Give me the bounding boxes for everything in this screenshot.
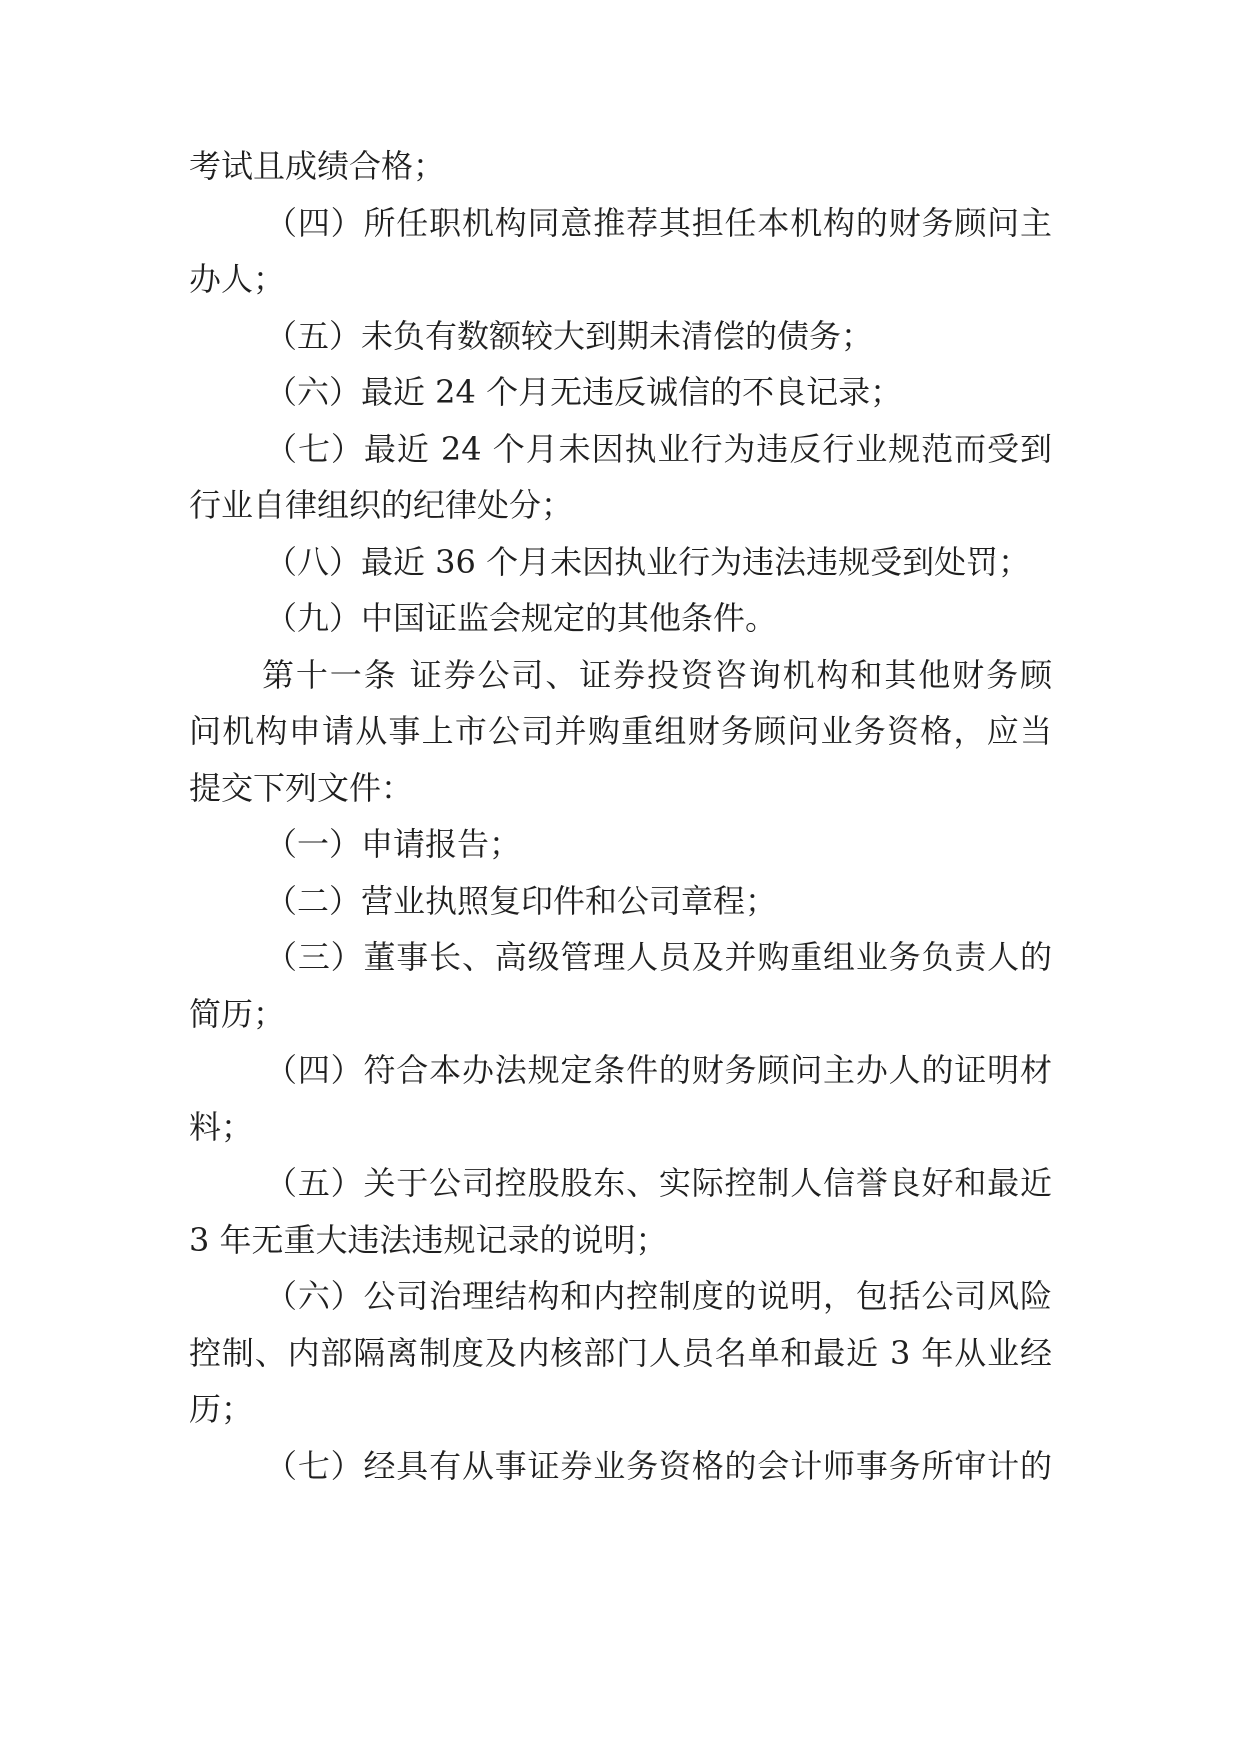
article-heading-line: 第十一条 证券公司、证券投资咨询机构和其他财务顾 xyxy=(262,656,1052,694)
text-line: （六）最近 24 个月无违反诚信的不良记录； xyxy=(265,373,903,411)
text-line: 考试且成绩合格； xyxy=(189,147,446,185)
text-line: 3 年无重大违法违规记录的说明； xyxy=(189,1221,668,1259)
text-line: 问机构申请从事上市公司并购重组财务顾问业务资格，应当 xyxy=(189,712,1052,750)
text-line: 行业自律组织的纪律处分； xyxy=(189,486,574,524)
text-line: （一）申请报告； xyxy=(265,825,522,863)
text-line: （二）营业执照复印件和公司章程； xyxy=(265,882,778,920)
text-line: 简历； xyxy=(189,995,286,1033)
text-line: 历； xyxy=(189,1390,254,1428)
text-line: （三）董事长、高级管理人员及并购重组业务负责人的 xyxy=(265,938,1052,976)
text-line: 控制、内部隔离制度及内核部门人员名单和最近 3 年从业经 xyxy=(189,1334,1052,1372)
text-line: 料； xyxy=(189,1108,254,1146)
text-line: （五）未负有数额较大到期未清偿的债务； xyxy=(265,317,874,355)
text-line: （四）所任职机构同意推荐其担任本机构的财务顾问主 xyxy=(265,204,1052,242)
text-line: （六）公司治理结构和内控制度的说明，包括公司风险 xyxy=(265,1277,1052,1315)
text-line: （八）最近 36 个月未因执业行为违法违规受到处罚； xyxy=(265,543,1031,581)
text-line: 提交下列文件： xyxy=(189,769,414,807)
text-line: （四）符合本办法规定条件的财务顾问主办人的证明材 xyxy=(265,1051,1052,1089)
text-line: （七）经具有从事证券业务资格的会计师事务所审计的 xyxy=(265,1447,1052,1485)
text-line: （五）关于公司控股股东、实际控制人信誉良好和最近 xyxy=(265,1164,1052,1202)
text-line: （九）中国证监会规定的其他条件。 xyxy=(265,599,778,637)
text-line: 办人； xyxy=(189,260,286,298)
text-line: （七）最近 24 个月未因执业行为违反行业规范而受到 xyxy=(265,430,1052,468)
